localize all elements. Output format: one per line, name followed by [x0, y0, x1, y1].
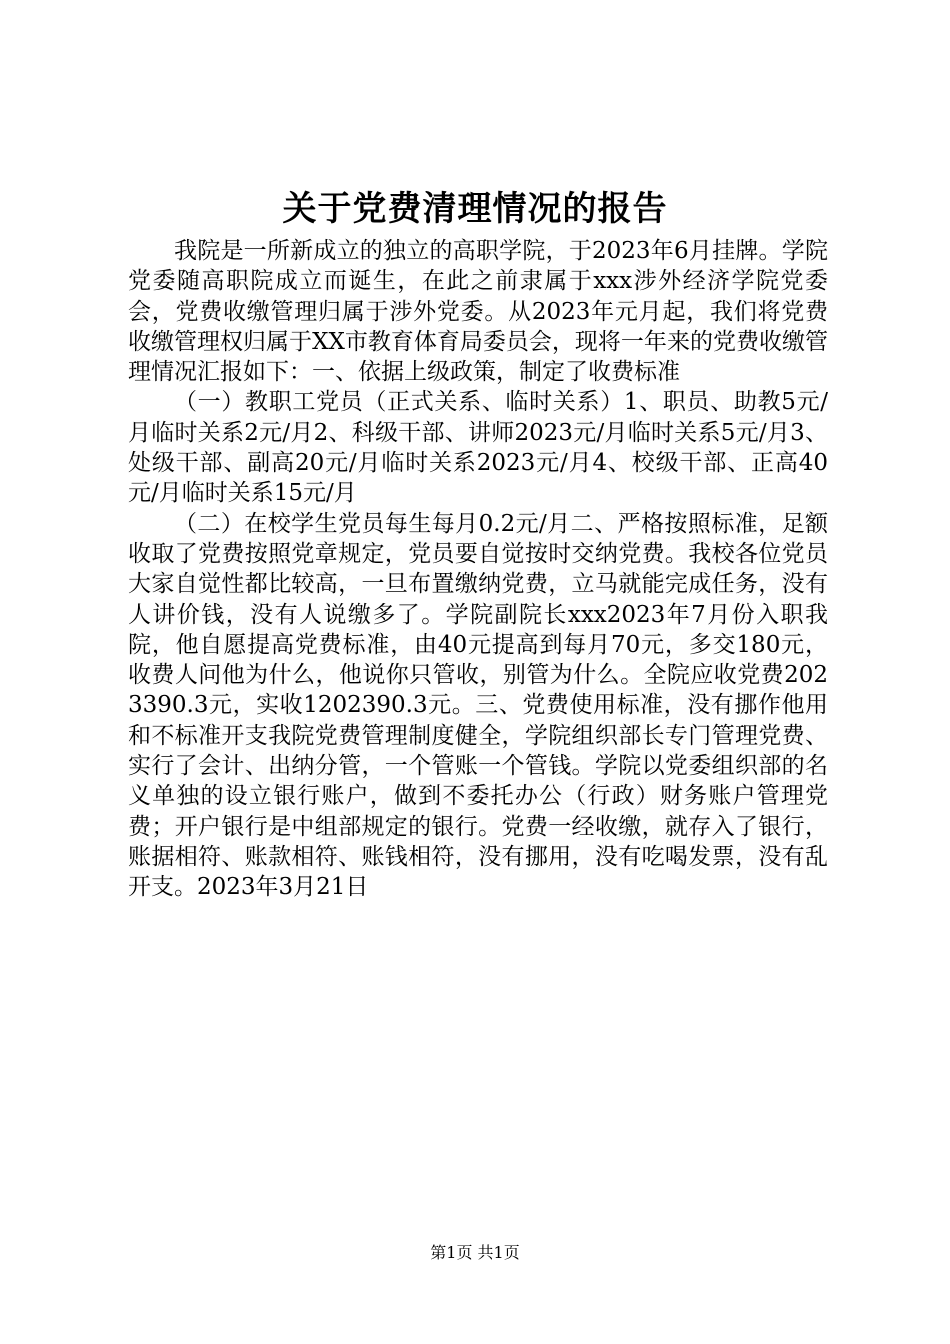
paragraph-student-fees: （二）在校学生党员每生每月0.2元/月二、严格按照标准，足额收取了党费按照党章规定，党员要自觉按时交纳党费。我校各位党员大家自觉性都比较高，一旦布置缴纳党费，立马就能完成任务，没有人讲价钱，没有人说缴多了。学院副院长xxx2023年7月份入职我院，他自愿提高党费标准，由40元提高到每月70元，多交180元，收费人问他为什么，他说你只管收，别管为什么。全院应收党费2023390.3元，实收1202390.3元。三、党费使用标准，没有挪作他用和不标准开支我院党费管理制度健全，学院组织部长专门管理党费、实行了会计、出纳分管，一个管账一个管钱。学院以党委组织部的名义单独的设立银行账户，做到不委托办公（行政）财务账户管理党费；开户银行是中组部规定的银行。党费一经收缴，就存入了银行，账据相符、账款相符、账钱相符，没有挪用，没有吃喝发票，没有乱开支。2023年3月21日: [128, 510, 828, 901]
document-title: 关于党费清理情况的报告: [282, 189, 668, 229]
page-footer: 第1页 共1页: [430, 1243, 520, 1262]
paragraph-staff-fees: （一）教职工党员（正式关系、临时关系）1、职员、助教5元/月临时关系2元/月2、科级干部、讲师2023元/月临时关系5元/月3、处级干部、副高20元/月临时关系2023元/月4、校级干部、正高40元/月临时关系15元/月: [128, 389, 828, 507]
paragraph-intro: 我院是一所新成立的独立的高职学院，于2023年6月挂牌。学院党委随高职院成立而诞生，在此之前隶属于xxx涉外经济学院党委会，党费收缴管理归属于涉外党委。从2023年元月起，我们将党费收缴管理权归属于XX市教育体育局委员会，现将一年来的党费收缴管理情况汇报如下：一、依据上级政策，制定了收费标准: [128, 238, 828, 386]
document-body: [128, 236, 828, 903]
